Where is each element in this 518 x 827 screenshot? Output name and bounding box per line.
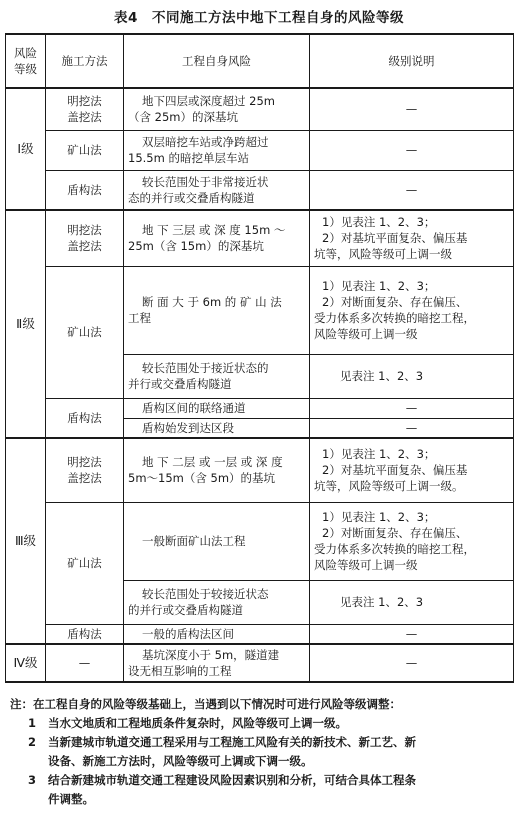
note-item	[10, 714, 515, 733]
risk-cell	[124, 210, 310, 266]
table-row	[6, 266, 514, 354]
risk-line: 地下四层或深度超过 25m	[142, 94, 275, 109]
risk-line: 15.5m 的暗挖单层车站	[128, 151, 249, 165]
risk-line: 5m～15m（含 5m）的基坑	[128, 471, 276, 486]
note-cell	[310, 210, 514, 266]
method-cell	[46, 210, 124, 266]
note-cell	[310, 418, 514, 438]
note-item-number: 1	[27, 716, 36, 730]
risk-cell	[124, 438, 310, 502]
risk-cell	[124, 644, 310, 682]
note-item	[10, 733, 515, 771]
header-note: 级别说明	[310, 34, 514, 88]
table-row	[6, 170, 514, 210]
note-line: 1）见表注 1、2、3；	[322, 447, 436, 462]
note-line: —	[405, 102, 418, 117]
note-item-text	[48, 771, 515, 809]
note-line: 1）见表注 1、2、3；	[322, 279, 436, 293]
note-line: 2）对基坑平面复杂、偏压基	[322, 231, 468, 246]
table-row	[6, 644, 514, 682]
method-cell	[46, 438, 124, 502]
risk-cell	[124, 502, 310, 580]
risk-cell	[124, 354, 310, 398]
note-cell	[310, 644, 514, 682]
note-line: 见表注 1、2、3	[340, 369, 424, 383]
note-cell	[310, 266, 514, 354]
method-line: 盖挖法	[67, 110, 102, 125]
method-line: 明挖法	[67, 94, 102, 109]
risk-cell	[124, 624, 310, 644]
note-cell	[310, 502, 514, 580]
risk-line: 双层暗挖车站或净跨超过	[142, 135, 269, 149]
method-line: 盖挖法	[67, 239, 102, 254]
note-line: —	[405, 626, 418, 641]
risk-line: 一般的盾构法区间	[142, 626, 234, 641]
note-item-line: 结合新建城市轨道交通工程建设风险因素识别和分析，可结合具体工程条	[48, 773, 416, 787]
risk-line: 设无相互影响的工程	[128, 664, 232, 678]
note-line: 2）对断面复杂、存在偏压、	[322, 526, 468, 540]
method-cell: 矿山法	[46, 130, 124, 170]
header-level-line: 等级	[14, 62, 37, 76]
table-notes	[10, 695, 515, 809]
risk-line: 盾构始发到达区段	[142, 420, 234, 435]
note-item-line: 件调整。	[48, 792, 94, 806]
note-line: 2）对断面复杂、存在偏压、	[322, 295, 468, 309]
note-line: 坑等，风险等级可上调一级。	[314, 479, 464, 494]
method-line: 明挖法	[67, 455, 102, 470]
risk-cell	[124, 580, 310, 624]
risk-line: 态的并行或交叠盾构隧道	[128, 190, 255, 205]
risk-line: 地 下 三层 或 深 度 15m ～	[142, 223, 286, 238]
level-cell: Ⅳ级	[6, 644, 46, 682]
note-item	[10, 771, 515, 809]
risk-line: 较长范围处于较接近状态	[142, 587, 269, 601]
note-cell	[310, 580, 514, 624]
risk-line: 较长范围处于非常接近状	[142, 174, 269, 189]
risk-level-table	[5, 33, 514, 683]
method-cell: 盾构法	[46, 398, 124, 438]
note-cell	[310, 624, 514, 644]
risk-line: 并行或交叠盾构隧道	[128, 377, 232, 391]
method-line: 明挖法	[67, 223, 102, 238]
method-cell: 盾构法	[46, 624, 124, 644]
risk-line: 较长范围处于接近状态的	[142, 361, 269, 375]
risk-line: 一般断面矿山法工程	[142, 534, 246, 548]
note-cell	[310, 398, 514, 418]
note-line: 2）对基坑平面复杂、偏压基	[322, 463, 468, 478]
note-item-line: 当水文地质和工程地质条件复杂时，风险等级可上调一级。	[48, 716, 347, 730]
level-cell: Ⅲ级	[6, 438, 46, 644]
risk-line: 基坑深度小于 5m，隧道建	[142, 648, 280, 662]
note-line: 受力体系多次转换的暗挖工程，	[314, 542, 475, 556]
note-line: 1）见表注 1、2、3；	[322, 510, 436, 524]
note-cell	[310, 438, 514, 502]
note-item-number: 3	[27, 773, 36, 787]
level-cell: Ⅱ级	[6, 210, 46, 438]
header-risk: 工程自身风险	[124, 34, 310, 88]
note-line: —	[405, 143, 418, 157]
note-line: 风险等级可上调一级	[314, 327, 418, 341]
risk-line: 25m（含 15m）的深基坑	[128, 239, 264, 254]
note-line: 风险等级可上调一级	[314, 558, 418, 572]
risk-cell	[124, 398, 310, 418]
note-cell	[310, 354, 514, 398]
table-row	[6, 502, 514, 580]
notes-intro: 注：在工程自身的风险等级基础上，当遇到以下情况时可进行风险等级调整：	[10, 697, 401, 711]
table-title: 表4 不同施工方法中地下工程自身的风险等级	[114, 10, 404, 26]
risk-line: 盾构区间的联络通道	[142, 401, 246, 415]
note-cell	[310, 130, 514, 170]
risk-cell	[124, 266, 310, 354]
risk-cell	[124, 130, 310, 170]
note-line: —	[405, 401, 418, 415]
risk-line: 地 下 二层 或 一层 或 深 度	[142, 455, 283, 470]
note-line: 受力体系多次转换的暗挖工程，	[314, 311, 475, 325]
note-line: —	[405, 656, 418, 670]
header-level	[6, 34, 46, 88]
risk-line: （含 25m）的深基坑	[128, 110, 238, 125]
risk-line: 的并行或交叠盾构隧道	[128, 603, 243, 617]
note-line: 1）见表注 1、2、3；	[322, 215, 436, 230]
note-item-text	[48, 733, 515, 771]
note-line: —	[405, 420, 418, 435]
table-row	[6, 624, 514, 644]
method-line: 盖挖法	[67, 471, 102, 486]
method-cell: 盾构法	[46, 170, 124, 210]
risk-cell	[124, 418, 310, 438]
method-cell: —	[46, 644, 124, 682]
method-cell: 矿山法	[46, 502, 124, 624]
risk-line: 断 面 大 于 6m 的 矿 山 法	[142, 295, 282, 309]
method-cell: 矿山法	[46, 266, 124, 398]
risk-line: 工程	[128, 311, 151, 325]
note-line: 坑等，风险等级可上调一级	[314, 247, 452, 262]
header-level-line: 风险	[14, 46, 37, 60]
table-row	[6, 130, 514, 170]
note-cell	[310, 88, 514, 130]
table-row	[6, 88, 514, 130]
note-item-text	[48, 714, 515, 733]
level-cell: Ⅰ级	[6, 88, 46, 210]
risk-cell	[124, 170, 310, 210]
note-item-number: 2	[27, 735, 36, 749]
risk-cell	[124, 88, 310, 130]
table-row	[6, 398, 514, 418]
note-line: 见表注 1、2、3	[340, 595, 424, 609]
table-row	[6, 438, 514, 502]
note-item-line: 设备、新施工方法时，风险等级可上调或下调一级。	[48, 754, 313, 768]
note-cell	[310, 170, 514, 210]
method-cell	[46, 88, 124, 130]
note-item-line: 当新建城市轨道交通工程采用与工程施工风险有关的新技术、新工艺、新	[48, 735, 416, 749]
header-method: 施工方法	[46, 34, 124, 88]
note-line: —	[405, 182, 418, 197]
table-row	[6, 210, 514, 266]
